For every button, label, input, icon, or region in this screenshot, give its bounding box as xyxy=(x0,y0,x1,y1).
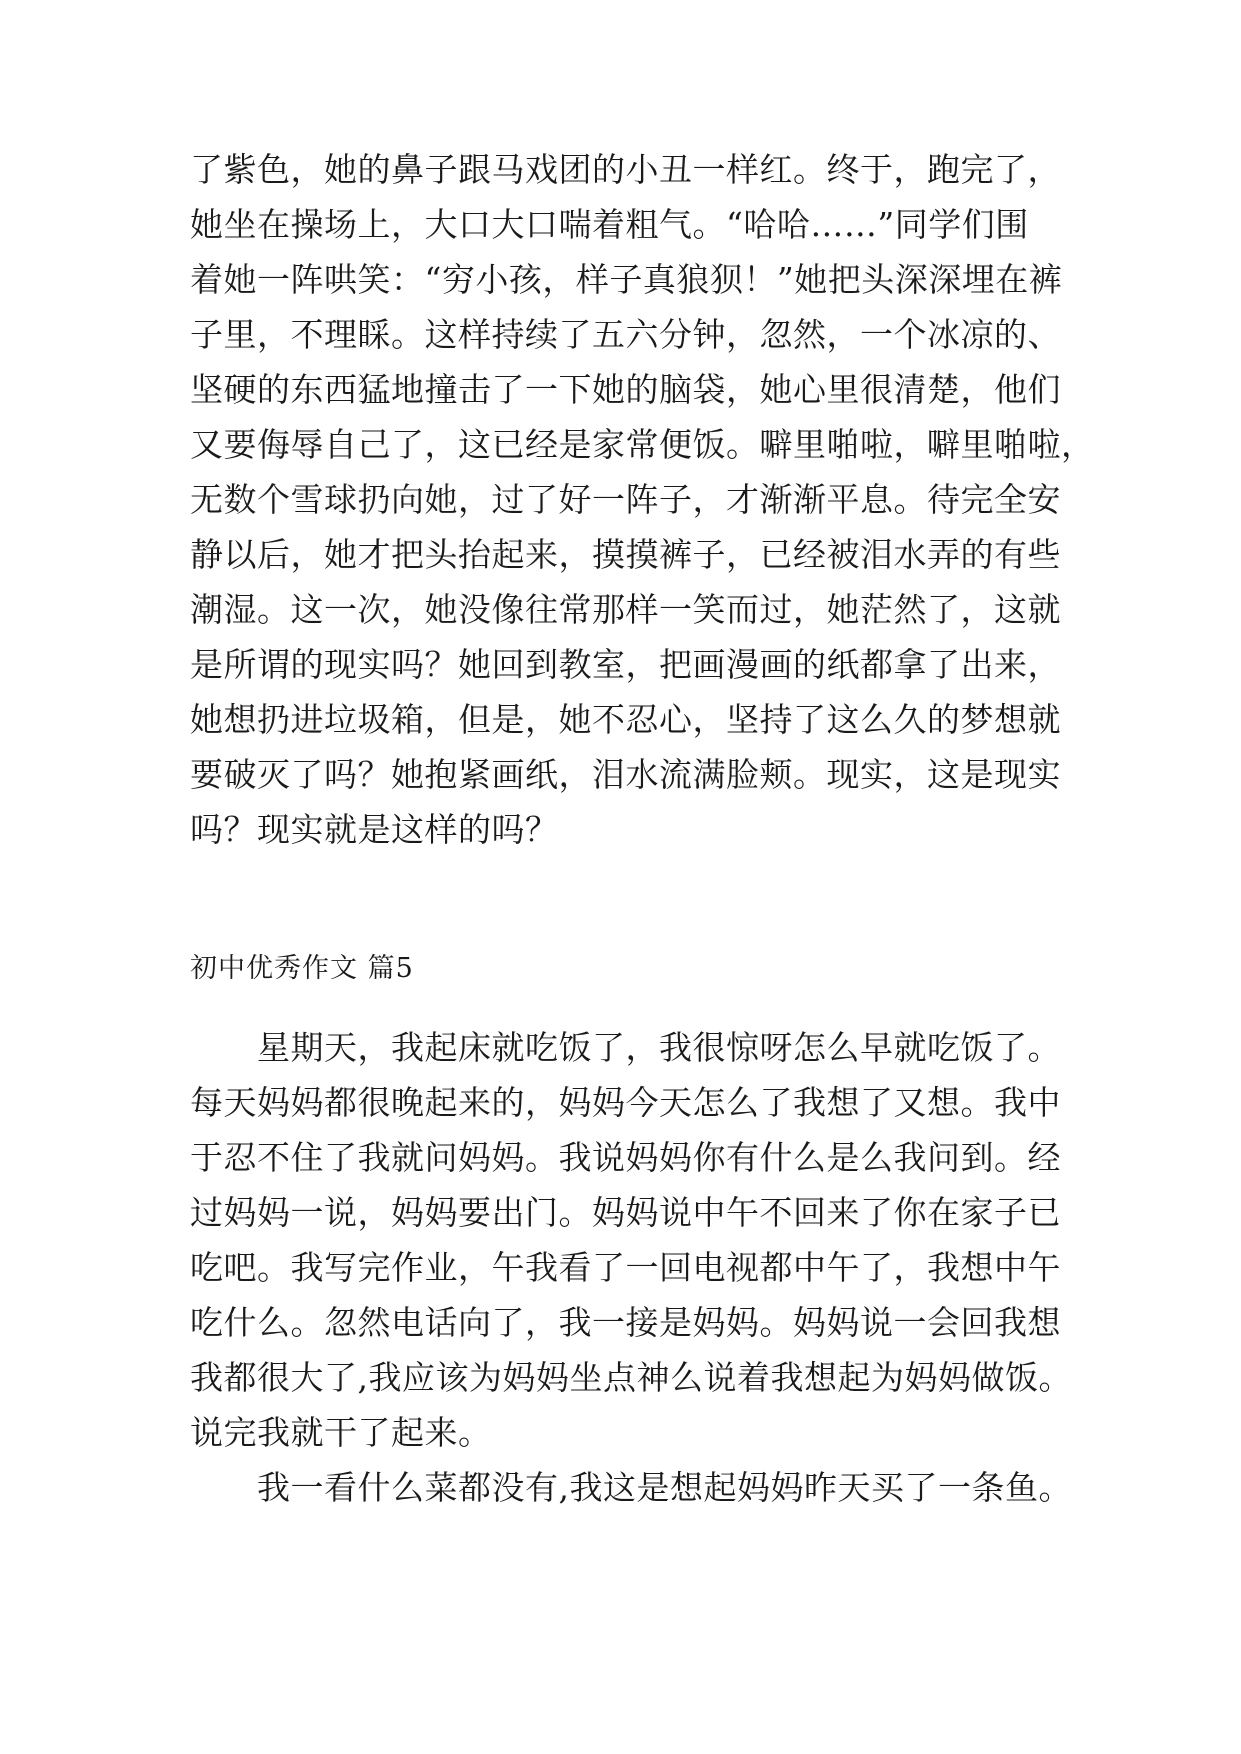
text-line: 她想扔进垃圾箱，但是，她不忍心，坚持了这么久的梦想就 xyxy=(190,700,1061,739)
text-line: 吃吧。我写完作业，午我看了一回电视都中午了，我想中午 xyxy=(190,1248,1061,1287)
text-line: 子里，不理睬。这样持续了五六分钟，忽然，一个冰凉的、 xyxy=(190,315,1061,354)
text-line: 吗？现实就是这样的吗？ xyxy=(190,810,559,849)
text-line: 了紫色，她的鼻子跟马戏团的小丑一样红。终于，跑完了， xyxy=(190,150,1061,189)
text-line: 我一看什么菜都没有,我这是想起妈妈昨天买了一条鱼。 xyxy=(190,1468,1072,1507)
text-line: 是所谓的现实吗？她回到教室，把画漫画的纸都拿了出来， xyxy=(190,645,1061,684)
text-line: 又要侮辱自己了，这已经是家常便饭。噼里啪啦，噼里啪啦， xyxy=(190,425,1095,464)
text-line: 星期天，我起床就吃饭了，我很惊呀怎么早就吃饭了。 xyxy=(190,1028,1061,1067)
text-line: 要破灭了吗？她抱紧画纸，泪水流满脸颊。现实，这是现实 xyxy=(190,755,1061,794)
text-line: 我都很大了,我应该为妈妈坐点神么说着我想起为妈妈做饭。 xyxy=(190,1358,1072,1397)
text-line: 过妈妈一说，妈妈要出门。妈妈说中午不回来了你在家子已 xyxy=(190,1193,1061,1232)
text-line: 着她一阵哄笑：“穷小孩，样子真狼狈！”她把头深深埋在裤 xyxy=(190,260,1063,299)
text-line: 吃什么。忽然电话向了，我一接是妈妈。妈妈说一会回我想 xyxy=(190,1303,1061,1342)
text-line: 于忍不住了我就问妈妈。我说妈妈你有什么是么我问到。经 xyxy=(190,1138,1061,1177)
text-line: 说完我就干了起来。 xyxy=(190,1413,492,1452)
text-line: 潮湿。这一次，她没像往常那样一笑而过，她茫然了，这就 xyxy=(190,590,1061,629)
text-line: 坚硬的东西猛地撞击了一下她的脑袋，她心里很清楚，他们 xyxy=(190,370,1061,409)
text-line: 无数个雪球扔向她，过了好一阵子，才渐渐平息。待完全安 xyxy=(190,480,1061,519)
section-heading: 初中优秀作文 篇5 xyxy=(190,953,414,984)
text-line: 她坐在操场上，大口大口喘着粗气。“哈哈……”同学们围 xyxy=(190,205,1029,244)
text-line: 静以后，她才把头抬起来，摸摸裤子，已经被泪水弄的有些 xyxy=(190,535,1061,574)
text-line: 每天妈妈都很晚起来的，妈妈今天怎么了我想了又想。我中 xyxy=(190,1083,1061,1122)
